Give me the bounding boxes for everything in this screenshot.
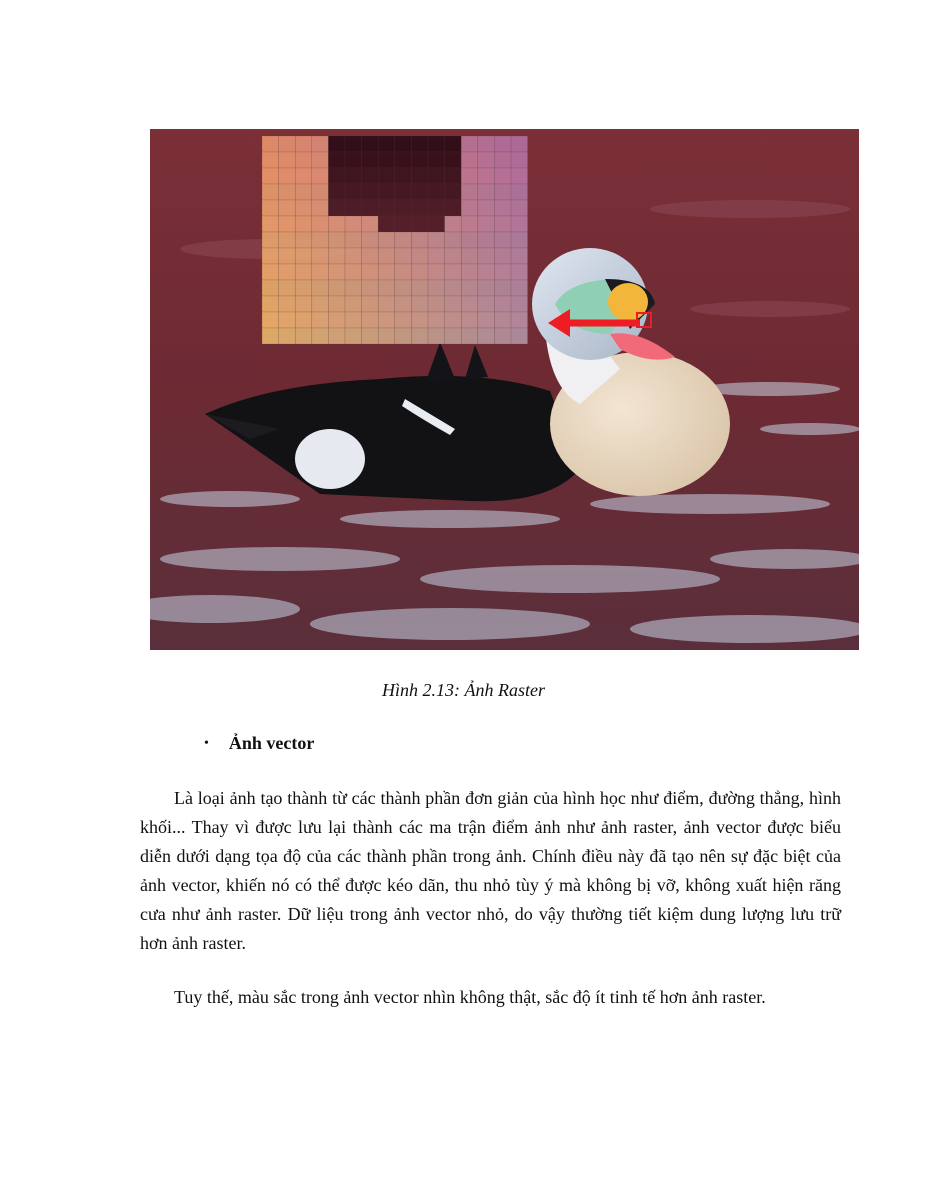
pixel-cell (312, 184, 329, 200)
pixel-cell (279, 248, 296, 264)
pixel-cell (478, 296, 495, 312)
pixel-cell (411, 296, 428, 312)
pixel-cell (411, 280, 428, 296)
pixel-cell (345, 280, 362, 296)
pixel-cell (312, 248, 329, 264)
pixel-cell (362, 280, 379, 296)
pixel-cell (411, 264, 428, 280)
bullet-text: Ảnh vector (228, 733, 315, 753)
pixel-cell (328, 312, 345, 328)
pixel-cell (362, 264, 379, 280)
pixel-cell (494, 136, 511, 152)
pixel-cell (362, 248, 379, 264)
pixel-cell (445, 280, 462, 296)
pixel-cell (362, 296, 379, 312)
pixel-cell (494, 248, 511, 264)
pixel-cell (445, 248, 462, 264)
pixel-cell (345, 248, 362, 264)
pixel-cell (461, 264, 478, 280)
pixel-cell (378, 136, 395, 152)
pixel-cell (395, 312, 412, 328)
pixel-cell (378, 184, 395, 200)
pixel-cell (478, 328, 495, 344)
pixel-cell (312, 312, 329, 328)
pixel-cell (494, 280, 511, 296)
pixel-cell (461, 152, 478, 168)
pixel-cell (511, 168, 528, 184)
pixel-cell (428, 200, 445, 216)
pixel-cell (478, 168, 495, 184)
pixel-cell (478, 264, 495, 280)
pixel-cell (312, 200, 329, 216)
pixel-cell (511, 136, 528, 152)
pixel-cell (312, 264, 329, 280)
pixel-cell (345, 168, 362, 184)
pixel-cell (511, 264, 528, 280)
pixel-cell (428, 264, 445, 280)
pixel-cell (395, 184, 412, 200)
bullet-heading (204, 733, 314, 754)
pixel-cell (445, 296, 462, 312)
pixel-cell (328, 232, 345, 248)
pixel-cell (345, 296, 362, 312)
pixel-cell (494, 200, 511, 216)
pixel-cell (461, 136, 478, 152)
pixel-cell (345, 312, 362, 328)
pixel-cell (362, 200, 379, 216)
pixel-cell (478, 248, 495, 264)
pixel-cell (428, 184, 445, 200)
pixel-cell (411, 232, 428, 248)
pixel-cell (511, 328, 528, 344)
pixel-cell (395, 136, 412, 152)
pixel-cell (395, 328, 412, 344)
pixel-cell (478, 136, 495, 152)
pixel-cell (378, 248, 395, 264)
pixel-cell (445, 200, 462, 216)
pixel-cell (461, 216, 478, 232)
pixel-cell (262, 200, 279, 216)
pixel-cell (511, 280, 528, 296)
pixel-cell (279, 328, 296, 344)
pixel-cell (279, 184, 296, 200)
pixel-cell (378, 280, 395, 296)
pixel-cell (445, 328, 462, 344)
pixel-cell (262, 264, 279, 280)
pixel-cell (494, 216, 511, 232)
pixel-cell (262, 248, 279, 264)
pixel-cell (461, 296, 478, 312)
pixel-cell (511, 232, 528, 248)
pixel-cell (445, 312, 462, 328)
pixel-cell (478, 200, 495, 216)
paragraph-vector-drawback: Tuy thế, màu sắc trong ảnh vector nhìn không thật, sắc độ ít tinh tế hơn ảnh raster. (174, 987, 766, 1007)
pixel-cell (395, 200, 412, 216)
pixel-cell (395, 216, 412, 232)
pixel-cell (478, 152, 495, 168)
pixel-cell (428, 328, 445, 344)
pixel-cell (262, 232, 279, 248)
pixel-cell (411, 312, 428, 328)
pixel-cell (279, 136, 296, 152)
pixel-cell (445, 152, 462, 168)
pixel-cell (378, 168, 395, 184)
pixel-cell (262, 168, 279, 184)
pixel-cell (312, 280, 329, 296)
pixel-cell (494, 168, 511, 184)
pixel-cell (378, 312, 395, 328)
pixel-cell (295, 328, 312, 344)
pixel-cell (428, 216, 445, 232)
pixel-cell (362, 312, 379, 328)
pixel-cell (494, 184, 511, 200)
pixel-cell (345, 264, 362, 280)
pixel-cell (328, 152, 345, 168)
pixel-cell (328, 280, 345, 296)
pixel-cell (461, 200, 478, 216)
pixel-cell (511, 312, 528, 328)
pixel-cell (478, 280, 495, 296)
pixel-cell (362, 232, 379, 248)
pixel-cell (461, 280, 478, 296)
pixel-cell (395, 248, 412, 264)
pixel-cell (445, 168, 462, 184)
pixel-cell (445, 264, 462, 280)
pixel-cell (345, 200, 362, 216)
bullet-marker: • (204, 735, 209, 751)
pixel-cell (345, 216, 362, 232)
pixel-cell (411, 184, 428, 200)
pixel-cell (494, 312, 511, 328)
pixel-cell (494, 232, 511, 248)
pixel-cell (411, 168, 428, 184)
pixel-cell (262, 328, 279, 344)
pixel-cell (279, 264, 296, 280)
pixel-cell (461, 232, 478, 248)
pixel-cell (428, 152, 445, 168)
pixel-cell (328, 200, 345, 216)
pixel-cell (445, 136, 462, 152)
pixel-cell (428, 168, 445, 184)
pixel-cell (428, 296, 445, 312)
pixel-cell (511, 152, 528, 168)
pixel-cell (428, 280, 445, 296)
pixel-cell (312, 136, 329, 152)
pixel-cell (494, 152, 511, 168)
pixel-cell (345, 232, 362, 248)
pixel-cell (362, 328, 379, 344)
pixel-cell (411, 152, 428, 168)
pixel-cell (295, 168, 312, 184)
pixel-cell (378, 328, 395, 344)
pixel-cell (345, 136, 362, 152)
pixel-cell (328, 216, 345, 232)
pixel-cell (312, 296, 329, 312)
pixel-cell (428, 312, 445, 328)
raster-figure (150, 129, 859, 650)
pixel-cell (279, 280, 296, 296)
pixel-cell (312, 168, 329, 184)
pixel-cell (445, 184, 462, 200)
pixel-cell (262, 312, 279, 328)
pixel-cell (378, 296, 395, 312)
pixel-cell (279, 312, 296, 328)
pixel-cell (378, 232, 395, 248)
figure-caption: Hình 2.13: Ảnh Raster (382, 680, 545, 700)
pixel-cell (345, 152, 362, 168)
pixel-cell (461, 328, 478, 344)
pixel-cell (445, 232, 462, 248)
pixel-cell (378, 200, 395, 216)
pixel-cell (378, 152, 395, 168)
pixel-cell (295, 296, 312, 312)
pixel-cell (478, 312, 495, 328)
pixel-cell (494, 264, 511, 280)
pixel-cell (262, 280, 279, 296)
pixel-cell (362, 184, 379, 200)
pixel-cell (295, 200, 312, 216)
pixel-cell (262, 216, 279, 232)
pixel-cell (511, 248, 528, 264)
pixel-cell (428, 248, 445, 264)
pixel-cell (461, 184, 478, 200)
pixel-cell (328, 264, 345, 280)
pixel-cell (511, 184, 528, 200)
pixel-grid-overlay (262, 136, 528, 344)
pixel-cell (295, 264, 312, 280)
paragraph-vector-description: Là loại ảnh tạo thành từ các thành phần đơn giản của hình học như điểm, đường thẳng, hình khối... Thay vì được lưu lại thành các ma trận điểm ảnh như ảnh raster, ảnh vector được biểu diễn dưới dạng tọa độ của các thành phần trong ảnh. Chính điều này đã tạo nên sự đặc biệt của ảnh vector, khiến nó có thể được kéo dãn, thu nhỏ tùy ý mà không bị vỡ, không xuất hiện răng cưa như ảnh raster. Dữ liệu trong ảnh vector nhỏ, do vậy thường tiết kiệm dung lượng lưu trữ hơn ảnh raster. (140, 788, 841, 953)
pixel-cell (428, 136, 445, 152)
pixel-cell (328, 136, 345, 152)
pixel-cell (279, 216, 296, 232)
pixel-cell (478, 184, 495, 200)
pixel-cell (262, 152, 279, 168)
pixel-cell (279, 296, 296, 312)
pixel-cell (494, 296, 511, 312)
pixel-cell (295, 232, 312, 248)
pixel-cell (295, 184, 312, 200)
pixel-cell (295, 216, 312, 232)
pixel-cell (395, 280, 412, 296)
pixel-cell (279, 232, 296, 248)
pixel-cell (411, 200, 428, 216)
pixel-cell (395, 168, 412, 184)
pixel-cell (461, 168, 478, 184)
pixel-cell (478, 216, 495, 232)
pixel-cell (511, 296, 528, 312)
pixel-cell (362, 152, 379, 168)
pixel-cell (279, 168, 296, 184)
pixel-cell (295, 280, 312, 296)
pixel-cell (378, 216, 395, 232)
pixel-cell (262, 136, 279, 152)
pixel-cell (312, 152, 329, 168)
pixel-cell (362, 216, 379, 232)
pixel-cell (478, 232, 495, 248)
pixel-cell (511, 216, 528, 232)
pixel-cell (461, 312, 478, 328)
pixel-cell (295, 312, 312, 328)
pixel-cell (461, 248, 478, 264)
pixel-cell (328, 248, 345, 264)
pixel-cell (295, 136, 312, 152)
pixel-cell (312, 232, 329, 248)
pixel-cell (411, 248, 428, 264)
pixel-cell (395, 264, 412, 280)
pixel-cell (494, 328, 511, 344)
pixel-cell (362, 136, 379, 152)
pixel-cell (445, 216, 462, 232)
pixel-cell (328, 328, 345, 344)
pixel-cell (411, 136, 428, 152)
pixel-cell (362, 168, 379, 184)
pixel-cell (295, 152, 312, 168)
pixel-cell (395, 152, 412, 168)
pixel-cell (279, 200, 296, 216)
duck-photo (150, 129, 859, 650)
pixel-cell (262, 184, 279, 200)
pixel-cell (411, 328, 428, 344)
pixel-cell (411, 216, 428, 232)
pixel-cell (312, 216, 329, 232)
pixel-cell (279, 152, 296, 168)
pixel-cell (295, 248, 312, 264)
pixel-cell (378, 264, 395, 280)
pixel-cell (395, 232, 412, 248)
pixel-cell (345, 184, 362, 200)
pixel-cell (328, 184, 345, 200)
pixel-cell (328, 168, 345, 184)
pixel-cell (395, 296, 412, 312)
pixel-cell (328, 296, 345, 312)
pixel-cell (312, 328, 329, 344)
pixel-cell (262, 296, 279, 312)
pixel-cell (345, 328, 362, 344)
pixel-cell (428, 232, 445, 248)
pixel-cell (511, 200, 528, 216)
